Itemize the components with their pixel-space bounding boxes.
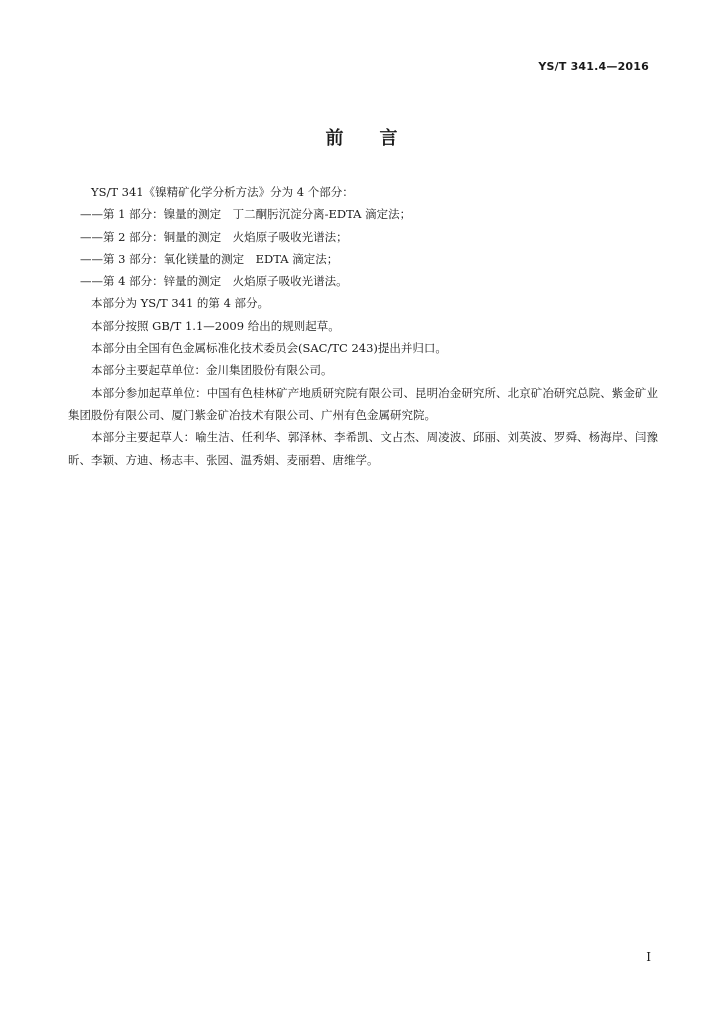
paragraph: 本部分为 YS/T 341 的第 4 部分。 <box>91 296 270 311</box>
paragraph: 本部分按照 GB/T 1.1—2009 给出的规则起草。 <box>91 318 340 333</box>
page-title: 前言 <box>325 128 434 149</box>
paragraph: 本部分参加起草单位：中国有色桂林矿产地质研究院有限公司、昆明冶金研究所、北京矿冶研究总院、紫金矿业集团股份有限公司、厦门紫金矿冶技术有限公司、广州有色金属研究院。 <box>68 385 658 422</box>
part-list-item: ——第 4 部分：锌量的测定 火焰原子吸收光谱法。 <box>80 274 348 289</box>
paragraph: 本部分由全国有色金属标准化技术委员会(SAC/TC 243)提出并归口。 <box>91 341 447 356</box>
paragraph: 本部分主要起草单位：金川集团股份有限公司。 <box>91 363 333 378</box>
standard-code: YS/T 341.4—2016 <box>538 60 649 73</box>
part-list-item: ——第 3 部分：氧化镁量的测定 EDTA 滴定法； <box>80 251 339 266</box>
intro-paragraph: YS/T 341《镍精矿化学分析方法》分为 4 个部分： <box>91 185 354 199</box>
part-list-item: ——第 1 部分：镍量的测定 丁二酮肟沉淀分离-EDTA 滴定法； <box>80 207 412 222</box>
paragraph: 本部分主要起草人：喻生洁、任利华、郭泽林、李希凯、文占杰、周凌波、邱丽、刘英波、罗舜、杨海岸、闫豫昕、李颖、方迪、杨志丰、张园、温秀娟、麦丽碧、唐维学。 <box>68 430 658 467</box>
foreword-body <box>68 181 658 471</box>
page-number: I <box>646 950 651 964</box>
part-list-item: ——第 2 部分：铜量的测定 火焰原子吸收光谱法； <box>80 229 348 244</box>
